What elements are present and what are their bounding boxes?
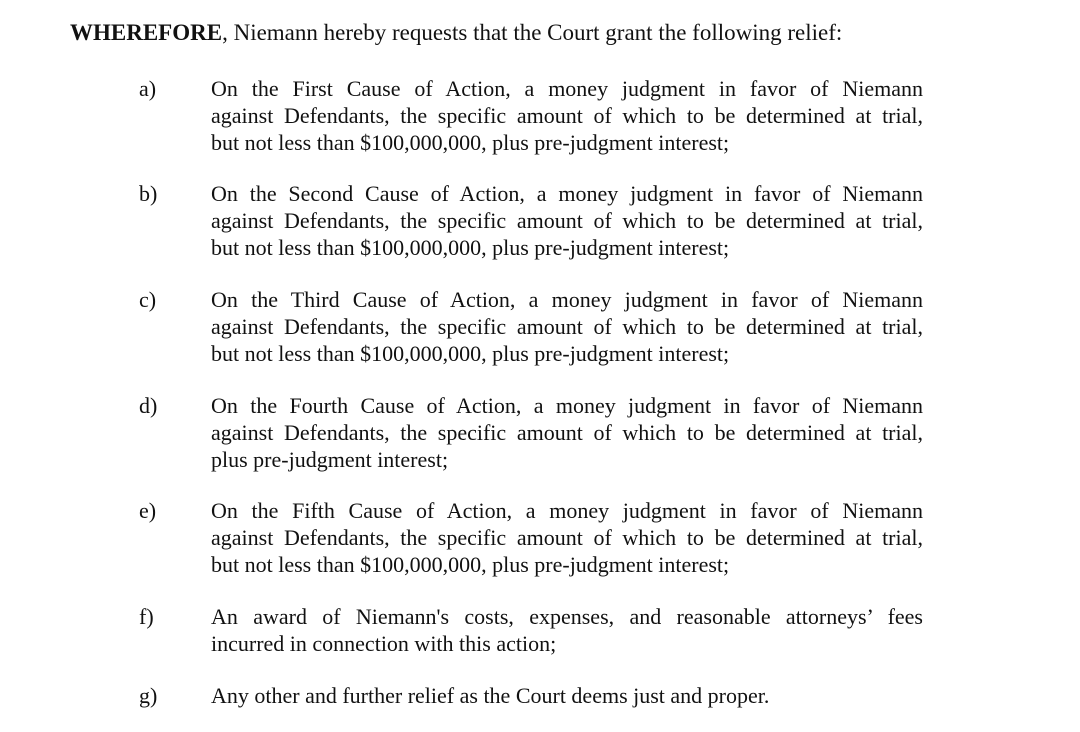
item-letter: e) (139, 498, 157, 523)
item-letter: c) (139, 287, 157, 312)
item-line: but not less than $100,000,000, plus pre-judgment interest; (211, 552, 730, 577)
item-line: incurred in connection with this action; (211, 631, 557, 656)
item-line: On the Third Cause of Action, a money judgment in favor of Niemann (211, 287, 923, 312)
intro-text: , Niemann hereby requests that the Court grant the following relief: (222, 20, 843, 45)
wherefore-heading: WHEREFORE (70, 20, 223, 45)
item-line: against Defendants, the specific amount of which to be determined at trial, (211, 103, 923, 128)
item-letter: b) (139, 181, 158, 206)
item-line: but not less than $100,000,000, plus pre-judgment interest; (211, 130, 730, 155)
item-letter: f) (139, 604, 154, 629)
item-line: against Defendants, the specific amount of which to be determined at trial, (211, 208, 923, 233)
item-text (211, 392, 923, 473)
item-line: On the Fourth Cause of Action, a money judgment in favor of Niemann (211, 393, 923, 418)
item-line: On the First Cause of Action, a money judgment in favor of Niemann (211, 76, 923, 101)
item-text (211, 682, 923, 709)
item-line: but not less than $100,000,000, plus pre-judgment interest; (211, 235, 730, 260)
item-text (211, 180, 923, 261)
item-line: plus pre-judgment interest; (211, 447, 449, 472)
item-text (211, 286, 923, 367)
item-text (211, 497, 923, 578)
item-line: against Defendants, the specific amount of which to be determined at trial, (211, 420, 923, 445)
item-line: An award of Niemann's costs, expenses, and reasonable attorneys’ fees (211, 604, 923, 629)
item-line: against Defendants, the specific amount of which to be determined at trial, (211, 314, 923, 339)
item-line: On the Second Cause of Action, a money judgment in favor of Niemann (211, 181, 923, 206)
item-line: but not less than $100,000,000, plus pre-judgment interest; (211, 341, 730, 366)
item-line: against Defendants, the specific amount of which to be determined at trial, (211, 525, 923, 550)
item-text (211, 75, 923, 156)
item-line: On the Fifth Cause of Action, a money judgment in favor of Niemann (211, 498, 923, 523)
relief-intro (70, 18, 842, 48)
item-letter: d) (139, 393, 158, 418)
item-letter: a) (139, 76, 157, 101)
item-letter: g) (139, 683, 158, 708)
item-line: Any other and further relief as the Court deems just and proper. (211, 683, 770, 708)
item-text (211, 603, 923, 657)
